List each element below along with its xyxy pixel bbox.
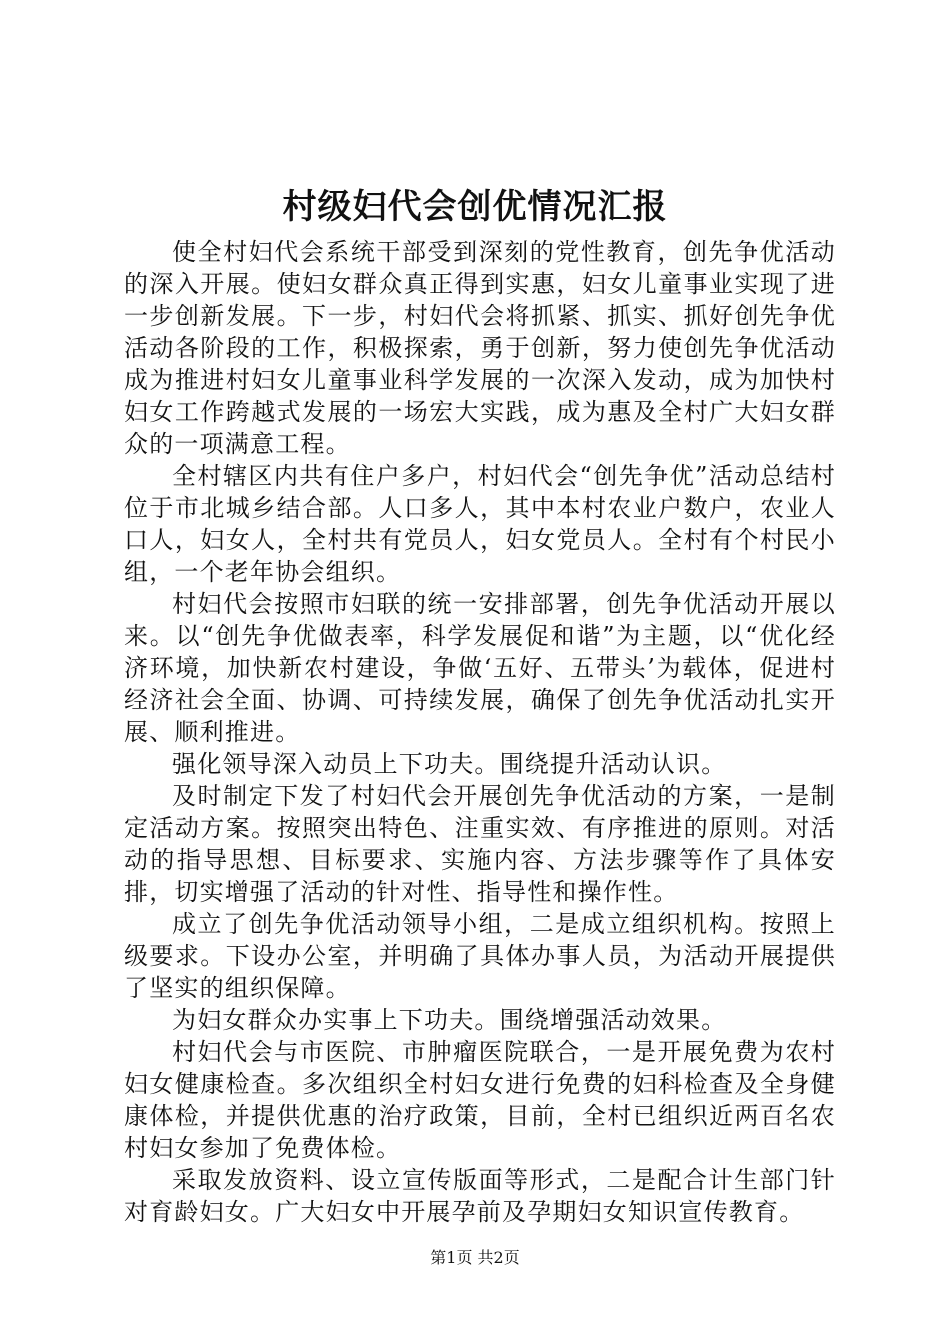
paragraph: 强化领导深入动员上下功夫。围绕提升活动认识。 (172, 750, 727, 778)
paragraph: 全村辖区内共有住户多户，村妇代会“创先争优”活动总结村位于市北城乡结合部。人口多人，其中本村农业户数户，农业人口人，妇女人，全村共有党员人，妇女党员人。全村有个村民小组，一个老年协会组织。 (124, 462, 836, 586)
paragraph: 及时制定下发了村妇代会开展创先争优活动的方案，一是制定活动方案。按照突出特色、注重实效、有序推进的原则。对活动的指导思想、目标要求、实施内容、方法步骤等作了具体安排，切实增强了活动的针对性、指导性和操作性。 (124, 782, 836, 906)
paragraph: 使全村妇代会系统干部受到深刻的党性教育，创先争优活动的深入开展。使妇女群众真正得到实惠，妇女儿童事业实现了进一步创新发展。下一步，村妇代会将抓紧、抓实、抓好创先争优活动各阶段的工作，积极探索，勇于创新，努力使创先争优活动成为推进村妇女儿童事业科学发展的一次深入发动，成为加快村妇女工作跨越式发展的一场宏大实践，成为惠及全村广大妇女群众的一项满意工程。 (124, 238, 836, 458)
paragraph: 成立了创先争优活动领导小组，二是成立组织机构。按照上级要求。下设办公室，并明确了具体办事人员，为活动开展提供了坚实的组织保障。 (124, 910, 836, 1002)
document-title: 村级妇代会创优情况汇报 (282, 187, 668, 227)
document-body (124, 236, 836, 1228)
page-number-footer: 第1页 共2页 (430, 1248, 520, 1267)
paragraph: 村妇代会按照市妇联的统一安排部署，创先争优活动开展以来。以“创先争优做表率，科学发展促和谐”为主题，以“优化经济环境，加快新农村建设，争做‘五好、五带头’为载体，促进村经济社会全面、协调、可持续发展，确保了创先争优活动扎实开展、顺利推进。 (124, 590, 836, 746)
paragraph: 为妇女群众办实事上下功夫。围绕增强活动效果。 (172, 1006, 727, 1034)
paragraph: 采取发放资料、设立宣传版面等形式，二是配合计生部门针对育龄妇女。广大妇女中开展孕前及孕期妇女知识宣传教育。 (124, 1166, 836, 1226)
paragraph: 村妇代会与市医院、市肿瘤医院联合，一是开展免费为农村妇女健康检查。多次组织全村妇女进行免费的妇科检查及全身健康体检，并提供优惠的治疗政策，目前，全村已组织近两百名农村妇女参加了免费体检。 (124, 1038, 836, 1162)
